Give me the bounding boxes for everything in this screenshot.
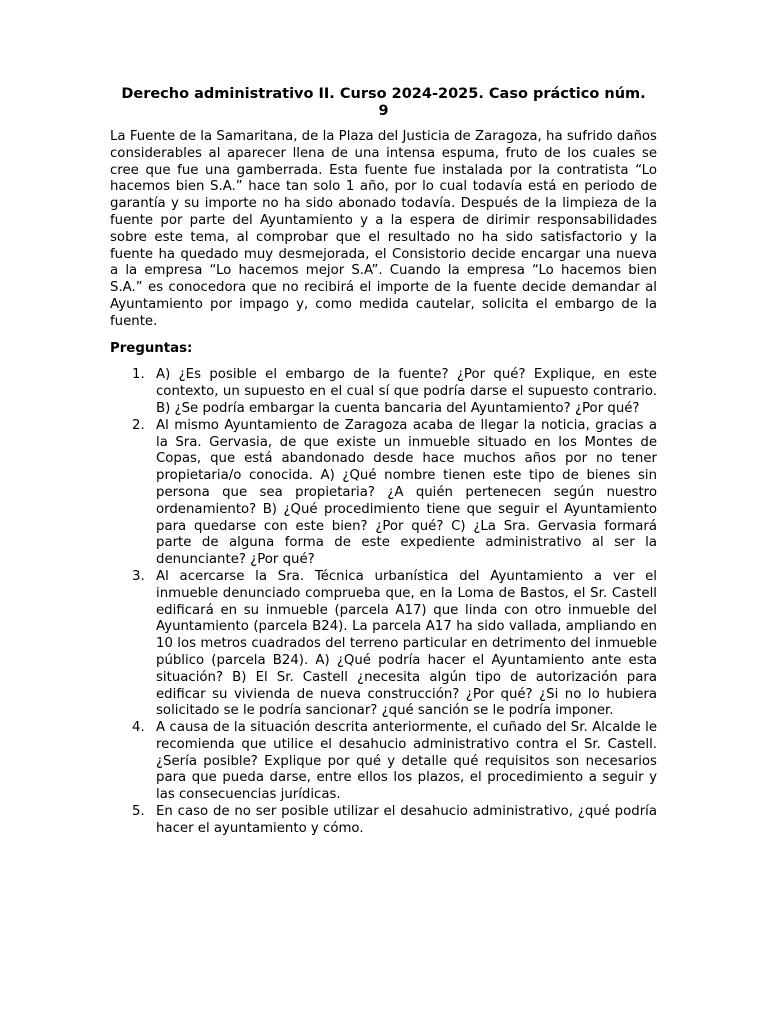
- document-title: Derecho administrativo II. Curso 2024-2025. Caso práctico núm. 9: [121, 86, 646, 119]
- questions-heading: Preguntas:: [110, 340, 193, 356]
- questions-list: [110, 367, 657, 837]
- question-item: [110, 804, 657, 838]
- question-item: [110, 367, 657, 417]
- question-item: [110, 720, 657, 804]
- document-page: [110, 86, 657, 838]
- question-text: Al mismo Ayuntamiento de Zaragoza acaba de llegar la noticia, gracias a la Sra. Gervasia, de que existe un inmueble situado en los Montes de Copas, que está abandonado desde hace muchos años por no tener propietaria/o conocida. A) ¿Qué nombre tienen este tipo de bienes sin persona que sea propietaria? ¿A quién pertenecen según nuestro ordenamiento? B) ¿Qué procedimiento tiene que seguir el Ayuntamiento para quedarse con este bien? ¿Por qué? C) ¿La Sra. Gervasia formará parte de alguna forma de este expediente administrativo al ser la denunciante? ¿Por qué?: [156, 417, 657, 568]
- case-description: La Fuente de la Samaritana, de la Plaza del Justicia de Zaragoza, ha sufrido daños considerables al aparecer llena de una intensa espuma, fruto de los cuales se cree que fue una gamberrada. Esta fuente fue instalada por la contratista “Lo hacemos bien S.A.” hace tan solo 1 año, por lo cual todavía está en periodo de garantía y su importe no ha sido abonado todavía. Después de la limpieza de la fuente por parte del Ayuntamiento y a la espera de dirimir responsabilidades sobre este tema, al comprobar que el resultado no ha sido satisfactorio y la fuente ha quedado muy desmejorada, el Consistorio decide encargar una nueva a la empresa “Lo hacemos mejor S.A”. Cuando la empresa “Lo hacemos bien S.A.” es conocedora que no recibirá el importe de la fuente decide demandar al Ayuntamiento por impago y, como medida cautelar, solicita el embargo de la fuente.: [110, 129, 657, 329]
- question-item: [110, 418, 657, 569]
- question-text: A) ¿Es posible el embargo de la fuente? ¿Por qué? Explique, en este contexto, un supuesto en el cual sí que podría darse el supuesto contrario. B) ¿Se podría embargar la cuenta bancaria del Ayuntamiento? ¿Por qué?: [156, 367, 657, 416]
- question-text: Al acercarse la Sra. Técnica urbanística del Ayuntamiento a ver el inmueble denunciado comprueba que, en la Loma de Bastos, el Sr. Castell edificará en su inmueble (parcela A17) que linda con otro inmueble del Ayuntamiento (parcela B24). La parcela A17 ha sido vallada, ampliando en 10 los metros cuadrados del terreno particular en detrimento del inmueble público (parcela B24). A) ¿Qué podría hacer el Ayuntamiento ante esta situación? B) El Sr. Castell ¿necesita algún tipo de autorización para edificar su vivienda de nueva construcción? ¿Por qué? ¿Si no lo hubiera solicitado se le podría sancionar? ¿qué sanción se le podría imponer.: [156, 568, 657, 719]
- question-item: [110, 569, 657, 720]
- question-number: 2.: [132, 417, 145, 433]
- question-number: 1.: [132, 367, 145, 383]
- question-number: 5.: [132, 804, 145, 820]
- question-number: 3.: [132, 568, 145, 584]
- question-number: 4.: [132, 720, 145, 736]
- question-text: A causa de la situación descrita anteriormente, el cuñado del Sr. Alcalde le recomienda que utilice el desahucio administrativo contra el Sr. Castell. ¿Sería posible? Explique por qué y detalle qué requisitos son necesarios para que pueda darse, entre ellos los plazos, el procedimiento a seguir y las consecuencias jurídicas.: [156, 720, 657, 803]
- question-text: En caso de no ser posible utilizar el desahucio administrativo, ¿qué podría hacer el ayuntamiento y cómo.: [156, 804, 657, 836]
